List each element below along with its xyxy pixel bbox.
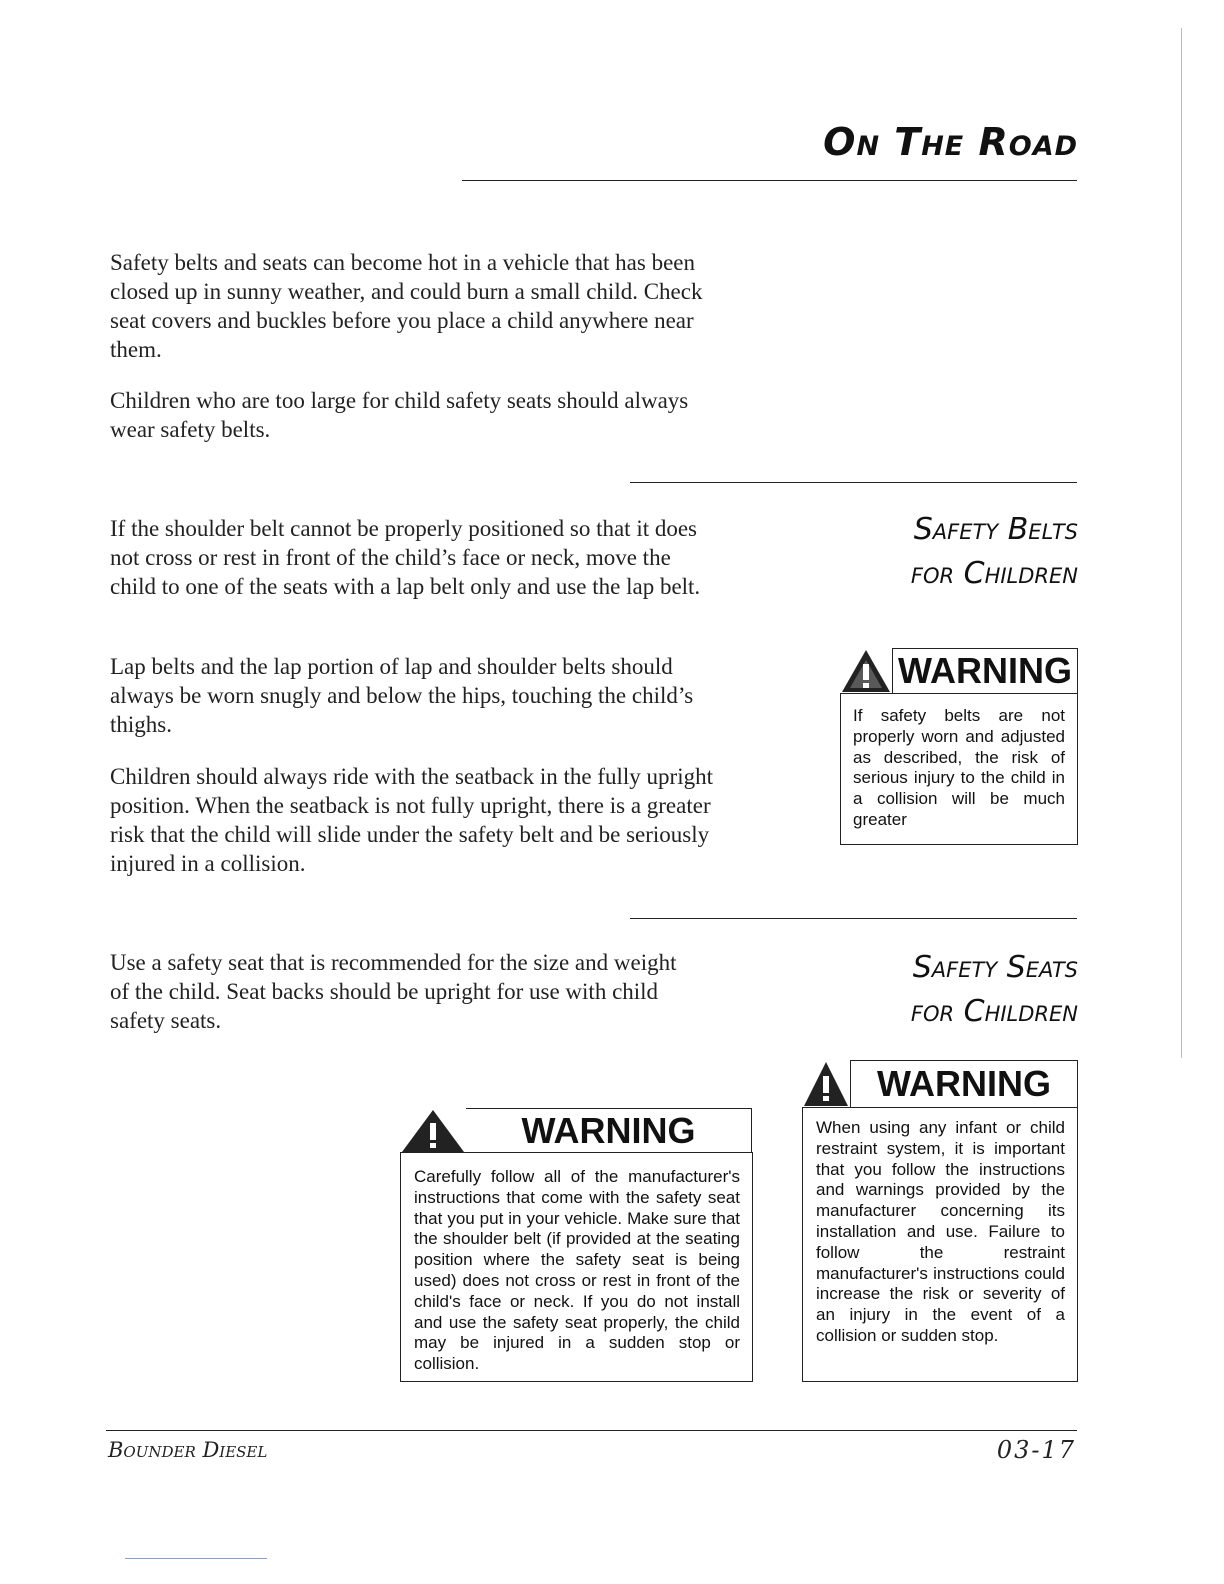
belts-paragraph-2: Lap belts and the lap portion of lap and shoulder belts should always be worn snugly and below the hips, touching the child’s thighs. <box>110 654 694 737</box>
page-edge-line <box>1181 28 1182 1058</box>
intro-paragraph-1: Safety belts and seats can become hot in a vehicle that has been closed up in sunny weather, and could burn a small child. Check seat covers and buckles before you place a child anywhere near them. <box>110 250 703 362</box>
warning-text: Carefully follow all of the manufacturer's instructions that come with the safety seat that you put in your vehicle. Make sure that the shoulder belt (if provided at the seating position where the safety seat is being used) does not cross or rest in front of the child's face or neck. If you do not install and use the safety seat properly, the child may be injured in a sudden stop or collision. <box>400 1152 753 1382</box>
warning-box-center <box>400 1108 753 1382</box>
section-heading-line-2: for Children <box>910 994 1078 1029</box>
footer-rule <box>106 1430 1077 1431</box>
warning-triangle-icon <box>400 1108 466 1154</box>
warning-text: If safety belts are not properly worn and adjusted as described, the risk of serious injury to the child in a collision will be much greater <box>840 693 1078 845</box>
section-rule-seats <box>630 918 1077 919</box>
intro-paragraph-2: Children who are too large for child safety seats should always wear safety belts. <box>110 388 689 442</box>
belts-paragraph-3: Children should always ride with the seatback in the fully upright position. When the seatback is not fully upright, there is a greater risk that the child will slide under the safety belt and be seriously injured in a collision. <box>110 764 713 876</box>
section-heading-line-1: Safety Seats <box>912 950 1078 985</box>
footer-page-number: 03-17 <box>996 1436 1076 1464</box>
header-rule <box>462 180 1077 181</box>
warning-title: WARNING <box>850 1060 1078 1108</box>
warning-triangle-icon <box>840 648 892 694</box>
warning-title: WARNING <box>466 1108 752 1153</box>
warning-triangle-icon <box>802 1060 850 1108</box>
warning-title: WARNING <box>892 648 1078 694</box>
section-heading-safety-belts <box>911 508 1078 596</box>
bottom-scan-mark <box>125 1558 267 1559</box>
warning-box-right <box>802 1060 1078 1382</box>
warning-text: When using any infant or child restraint system, it is important that you follow the instructions and warnings provided by the manufacturer concerning its installation and use. Failure to follow the restraint manufacturer's instructions could increase the risk or severity of an injury in the event of a collision or sudden stop. <box>802 1107 1078 1382</box>
section-heading-line-2: for Children <box>910 556 1078 591</box>
section-rule-belts <box>630 482 1077 483</box>
warning-box-belts <box>840 648 1078 846</box>
seats-paragraph-1: Use a safety seat that is recommended for the size and weight of the child. Seat backs should be upright for use with child safety seats. <box>110 950 677 1033</box>
section-heading-safety-seats <box>911 946 1078 1034</box>
belts-paragraph-1: If the shoulder belt cannot be properly positioned so that it does not cross or rest in front of the child’s face or neck, move the child to one of the seats with a lap belt only and use the lap belt. <box>110 516 701 599</box>
section-heading-line-1: Safety Belts <box>913 512 1078 547</box>
footer-book-title: Bounder Diesel <box>108 1438 268 1462</box>
page-title: On The Road <box>823 120 1078 164</box>
